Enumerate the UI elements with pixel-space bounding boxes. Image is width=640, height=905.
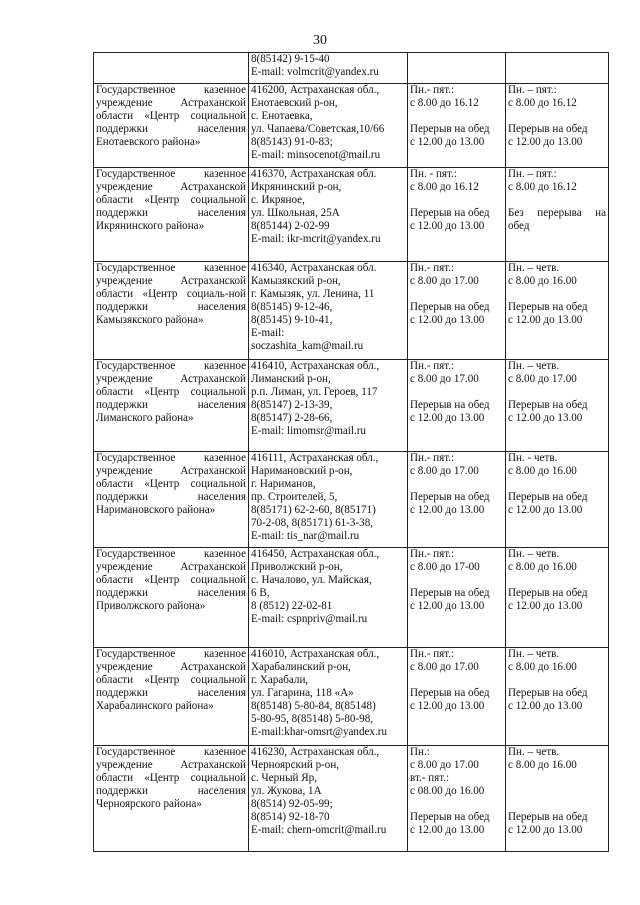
address-cell bbox=[249, 360, 408, 452]
spacer bbox=[410, 798, 503, 811]
schedule-line: Без перерыва на обед bbox=[508, 207, 606, 233]
address-line: ул. Гагарина, 118 «А» bbox=[251, 687, 354, 700]
schedule-line: с 12.00 до 13.00 bbox=[410, 600, 485, 613]
organization-name: Государственное казенное учреждение Астраханской области «Центр социальной поддержки населения Лиманского района» bbox=[96, 360, 246, 425]
address-line: р.п. Лиман, ул. Героев, 117 bbox=[251, 386, 378, 399]
schedule-line: с 12.00 до 13.00 bbox=[508, 824, 583, 837]
schedule-line: с 08.00 до 16.00 bbox=[410, 785, 485, 798]
schedule-cell-short bbox=[506, 746, 609, 852]
email-line: E-mail: volmcrit@yandex.ru bbox=[251, 66, 379, 79]
schedule-line: Пн. – четв. bbox=[508, 262, 560, 274]
address-line: 5-80-95, 8(85148) 5-80-98, bbox=[251, 713, 374, 726]
schedule-line: Пн.- пят.: bbox=[410, 548, 455, 560]
schedule-line: с 8.00 до 17.00 bbox=[410, 275, 479, 288]
address-cell bbox=[249, 262, 408, 360]
schedule-line: вт.- пят.: bbox=[410, 772, 450, 785]
schedule-cell-weekdays bbox=[408, 168, 506, 262]
schedule-line: Перерыв на обед bbox=[410, 207, 490, 220]
schedule-line: Пн.- пят.: bbox=[410, 452, 455, 464]
address-cell bbox=[249, 452, 408, 548]
table-row bbox=[94, 168, 609, 262]
address-cell bbox=[249, 84, 408, 168]
schedule-cell-short bbox=[506, 648, 609, 746]
schedule-line: Перерыв на обед bbox=[508, 399, 588, 412]
address-line: 8(85144) 2-02-99 bbox=[251, 220, 330, 233]
address-line: Камызякский р-он, bbox=[251, 275, 341, 288]
spacer bbox=[508, 386, 606, 399]
schedule-line: с 8.00 до 16.12 bbox=[410, 181, 479, 194]
address-line: 416340, Астраханская обл. bbox=[251, 262, 377, 274]
schedule-line: Пн. – пят.: bbox=[508, 168, 557, 180]
table-row bbox=[94, 548, 609, 648]
schedule-line: Перерыв на обед bbox=[410, 687, 490, 700]
spacer bbox=[508, 574, 606, 587]
schedule-line: Пн.: bbox=[410, 746, 430, 758]
schedule-line: с 8.00 до 17.00 bbox=[410, 373, 479, 386]
schedule-cell-short bbox=[506, 53, 609, 84]
address-line: 8 (8512) 22-02-81 bbox=[251, 600, 333, 613]
address-line: E-mail:khar-omsrt@yandex.ru bbox=[251, 726, 387, 739]
schedule-cell-short bbox=[506, 84, 609, 168]
address-line: 8(85142) 9-15-40 bbox=[251, 53, 330, 65]
schedule-line: с 12.00 до 13.00 bbox=[508, 136, 583, 149]
address-line: E-mail: ikr-mcrit@yandex.ru bbox=[251, 233, 381, 246]
spacer bbox=[410, 478, 503, 491]
address-line: с. Енотаевка, bbox=[251, 110, 313, 123]
address-line: г. Нариманов, bbox=[251, 478, 316, 491]
spacer bbox=[508, 194, 606, 207]
schedule-line: Пн. – четв. bbox=[508, 648, 560, 660]
address-line: 416410, Астраханская обл., bbox=[251, 360, 380, 372]
schedule-line: Перерыв на обед bbox=[508, 587, 588, 600]
schedule-line: с 8.00 до 16.00 bbox=[508, 561, 577, 574]
org-cell bbox=[94, 84, 249, 168]
schedule-cell-weekdays bbox=[408, 262, 506, 360]
org-cell bbox=[94, 648, 249, 746]
schedule-line: с 12.00 до 13.00 bbox=[508, 504, 583, 517]
address-line: 8(85148) 5-80-84, 8(85148) bbox=[251, 700, 376, 713]
address-line: 8(85171) 62-2-60, 8(85171) bbox=[251, 504, 376, 517]
spacer bbox=[508, 110, 606, 123]
address-line: Енотаевский р-он, bbox=[251, 97, 338, 110]
organization-name: Государственное казенное учреждение Астраханской области «Центр социальной поддержки населения Черноярского района» bbox=[96, 746, 246, 811]
address-line: 70-2-08, 8(85171) 61-3-38, bbox=[251, 517, 374, 530]
schedule-line: Перерыв на обед bbox=[508, 811, 588, 824]
address-line: 8(85145) 9-10-41, bbox=[251, 314, 333, 327]
address-line: 416230, Астраханская обл., bbox=[251, 746, 380, 758]
address-line: E-mail: minsocenot@mail.ru bbox=[251, 149, 381, 162]
schedule-line: с 12.00 до 13.00 bbox=[410, 824, 485, 837]
schedule-cell-weekdays bbox=[408, 548, 506, 648]
org-cell bbox=[94, 262, 249, 360]
schedule-line: Пн. - пят.: bbox=[410, 168, 457, 180]
table-row bbox=[94, 360, 609, 452]
address-line: г. Харабали, bbox=[251, 674, 309, 687]
org-cell bbox=[94, 168, 249, 262]
organization-name: Государственное казенное учреждение Астраханской области «Центр социальной поддержки населения Икрянинского района» bbox=[96, 168, 246, 233]
schedule-cell-short bbox=[506, 360, 609, 452]
page-number: 30 bbox=[313, 33, 327, 48]
schedule-line: Перерыв на обед bbox=[410, 399, 490, 412]
schedule-line: Перерыв на обед bbox=[410, 123, 490, 136]
table-row bbox=[94, 84, 609, 168]
organization-name: Государственное казенное учреждение Астраханской области «Центр социаль-ной поддержки населения Камызякского района» bbox=[96, 262, 246, 327]
table-row bbox=[94, 262, 609, 360]
schedule-line: с 12.00 до 13.00 bbox=[410, 314, 485, 327]
address-line: Наримановский р-он, bbox=[251, 465, 353, 478]
schedule-line: Перерыв на обед bbox=[508, 301, 588, 314]
schedule-line: Перерыв на обед bbox=[508, 491, 588, 504]
schedule-cell-weekdays bbox=[408, 746, 506, 852]
schedule-line: Пн. – четв. bbox=[508, 360, 560, 372]
org-cell bbox=[94, 53, 249, 84]
address-line: с. Икряное, bbox=[251, 194, 305, 207]
address-line: 416450, Астраханская обл., bbox=[251, 548, 380, 560]
schedule-cell-short bbox=[506, 452, 609, 548]
schedule-cell-weekdays bbox=[408, 452, 506, 548]
address-line: ул. Чапаева/Советская,10/66 bbox=[251, 123, 385, 136]
spacer bbox=[508, 772, 606, 785]
address-cell bbox=[249, 53, 408, 84]
schedule-cell-weekdays bbox=[408, 360, 506, 452]
schedule-line: Перерыв на обед bbox=[410, 587, 490, 600]
schedule-line: Пн. - четв. bbox=[508, 452, 558, 464]
address-line: Харабалинский р-он, bbox=[251, 661, 351, 674]
organization-name: Государственное казенное учреждение Астраханской области «Центр социальной поддержки населения Енотаевского района» bbox=[96, 84, 246, 149]
address-line: пр. Строителей, 5, bbox=[251, 491, 338, 504]
schedule-line: с 12.00 до 13.00 bbox=[508, 700, 583, 713]
spacer bbox=[508, 674, 606, 687]
schedule-line: с 8.00 до 16.12 bbox=[508, 181, 577, 194]
address-line: с. Началово, ул. Майская, bbox=[251, 574, 372, 587]
address-line: E-mail: bbox=[251, 327, 285, 340]
address-line: 8(85147) 2-28-66, bbox=[251, 412, 333, 425]
schedule-line: с 12.00 до 13.00 bbox=[508, 412, 583, 425]
spacer bbox=[410, 574, 503, 587]
address-cell bbox=[249, 548, 408, 648]
schedule-line: с 12.00 до 13.00 bbox=[410, 220, 485, 233]
address-line: 8(8514) 92-05-99; bbox=[251, 798, 333, 811]
address-line: 8(8514) 92-18-70 bbox=[251, 811, 330, 824]
schedule-cell-weekdays bbox=[408, 84, 506, 168]
address-line: E-mail: tis_nar@mail.ru bbox=[251, 530, 360, 543]
schedule-line: с 8.00 до 17.00 bbox=[508, 373, 577, 386]
address-line: 6 В, bbox=[251, 587, 270, 600]
schedule-cell-short bbox=[506, 548, 609, 648]
schedule-line: с 8.00 до 16.12 bbox=[508, 97, 577, 110]
schedule-line: Перерыв на обед bbox=[508, 687, 588, 700]
address-line: soczashita_kam@mail.ru bbox=[251, 340, 364, 353]
schedule-line: с 8.00 до 17.00 bbox=[410, 759, 479, 772]
schedule-cell-short bbox=[506, 168, 609, 262]
schedule-line: с 8.00 до 16.00 bbox=[508, 465, 577, 478]
schedule-line: с 12.00 до 13.00 bbox=[508, 314, 583, 327]
organization-name: Государственное казенное учреждение Астраханской области «Центр социальной поддержки населения Харабалинского района» bbox=[96, 648, 246, 713]
address-line: 416370, Астраханская обл. bbox=[251, 168, 377, 180]
schedule-line: Пн. – пят.: bbox=[508, 84, 557, 96]
schedule-cell-short bbox=[506, 262, 609, 360]
schedule-line: с 8.00 до 16.00 bbox=[508, 275, 577, 288]
address-line: 8(85145) 9-12-46, bbox=[251, 301, 333, 314]
org-cell bbox=[94, 746, 249, 852]
schedule-line: Перерыв на обед bbox=[508, 123, 588, 136]
address-line: Икрянинский р-он, bbox=[251, 181, 342, 194]
schedule-line: Пн.- пят.: bbox=[410, 84, 455, 96]
schedule-line: с 12.00 до 13.00 bbox=[410, 504, 485, 517]
address-line: г. Камызяк, ул. Ленина, 11 bbox=[251, 288, 375, 301]
table-body bbox=[94, 53, 609, 852]
schedule-line: Пн.- пят.: bbox=[410, 262, 455, 274]
social-support-centers-table bbox=[93, 52, 609, 852]
schedule-line: с 12.00 до 13.00 bbox=[410, 412, 485, 425]
spacer bbox=[508, 478, 606, 491]
spacer bbox=[508, 785, 606, 798]
table-row bbox=[94, 746, 609, 852]
schedule-cell-weekdays bbox=[408, 53, 506, 84]
schedule-line: с 12.00 до 13.00 bbox=[410, 700, 485, 713]
address-line: 416111, Астраханская обл., bbox=[251, 452, 379, 464]
schedule-line: Перерыв на обед bbox=[410, 491, 490, 504]
organization-name: Государственное казенное учреждение Астраханской области «Центр социальной поддержки населения Приволжского района» bbox=[96, 548, 246, 613]
address-line: Приволжский р-он, bbox=[251, 561, 343, 574]
table-row-continuation bbox=[94, 53, 609, 84]
org-cell bbox=[94, 452, 249, 548]
schedule-line: с 8.00 до 16.12 bbox=[410, 97, 479, 110]
spacer bbox=[508, 288, 606, 301]
schedule-line: Пн. – четв. bbox=[508, 746, 560, 758]
schedule-line: с 8.00 до 16.00 bbox=[508, 661, 577, 674]
address-line: с. Черный Яр, bbox=[251, 772, 317, 785]
address-line: ул. Школьная, 25А bbox=[251, 207, 340, 220]
schedule-cell-weekdays bbox=[408, 648, 506, 746]
address-line: 416010, Астраханская обл., bbox=[251, 648, 380, 660]
address-line: E-mail: chern-omcrit@mail.ru bbox=[251, 824, 387, 837]
schedule-line: Пн.- пят.: bbox=[410, 648, 455, 660]
spacer bbox=[410, 386, 503, 399]
spacer bbox=[410, 194, 503, 207]
spacer bbox=[410, 110, 503, 123]
org-cell bbox=[94, 548, 249, 648]
address-line: E-mail: cspnpriv@mail.ru bbox=[251, 613, 368, 626]
address-cell bbox=[249, 168, 408, 262]
schedule-line: Пн. – четв. bbox=[508, 548, 560, 560]
spacer bbox=[410, 674, 503, 687]
org-cell bbox=[94, 360, 249, 452]
table-row bbox=[94, 648, 609, 746]
schedule-line: с 8.00 до 17.00 bbox=[410, 465, 479, 478]
address-line: 8(85147) 2-13-39, bbox=[251, 399, 333, 412]
address-cell bbox=[249, 648, 408, 746]
schedule-line: с 8.00 до 16.00 bbox=[508, 759, 577, 772]
schedule-line: Перерыв на обед bbox=[410, 301, 490, 314]
address-line: 8(85143) 91-0-83; bbox=[251, 136, 333, 149]
address-line: Лиманский р-он, bbox=[251, 373, 331, 386]
address-line: Черноярский р-он, bbox=[251, 759, 340, 772]
address-line: ул. Жукова, 1А bbox=[251, 785, 322, 798]
organization-name: Государственное казенное учреждение Астраханской области «Центр социальной поддержки населения Наримановского района» bbox=[96, 452, 246, 517]
table-row bbox=[94, 452, 609, 548]
address-cell bbox=[249, 746, 408, 852]
schedule-line: Пн.- пят.: bbox=[410, 360, 455, 372]
schedule-line: с 8.00 до 17-00 bbox=[410, 561, 480, 574]
address-line: 416200, Астраханская обл., bbox=[251, 84, 380, 96]
schedule-line: Перерыв на обед bbox=[410, 811, 490, 824]
spacer bbox=[508, 798, 606, 811]
schedule-line: с 12.00 до 13.00 bbox=[410, 136, 485, 149]
schedule-line: с 12.00 до 13.00 bbox=[508, 600, 583, 613]
spacer bbox=[410, 288, 503, 301]
schedule-line: с 8.00 до 17.00 bbox=[410, 661, 479, 674]
address-line: E-mail: limomsr@mail.ru bbox=[251, 425, 366, 438]
